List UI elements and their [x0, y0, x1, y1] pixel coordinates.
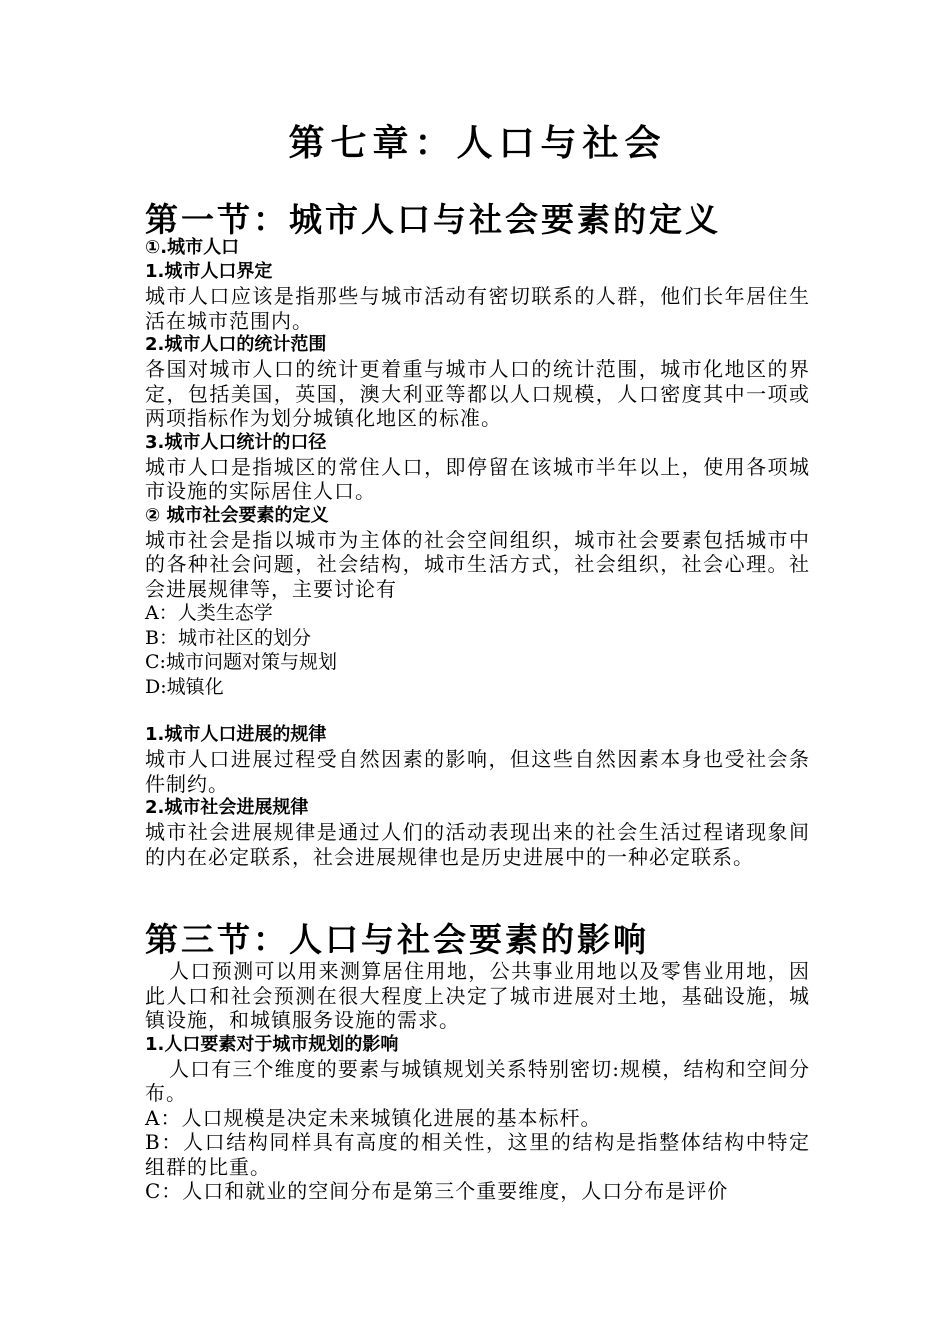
heading-statistical-scope: 2.城市人口的统计范围	[145, 334, 327, 355]
section-1-body	[145, 236, 810, 869]
paragraph-statistical-scope: 各国对城市人口的统计更着重与城市人口的统计范围，城市化地区的界定，包括美国，英国，澳大利亚等都以人口规模，人口密度其中一项或两项指标作为划分城镇化地区的标准。	[145, 357, 810, 430]
heading-statistical-caliber: 3.城市人口统计的口径	[145, 431, 327, 453]
heading-population-definition: 1.城市人口界定	[145, 261, 273, 282]
chapter-title: 第七章：人口与社会	[288, 122, 667, 164]
section-title-1: 第一节：城市人口与社会要素的定义	[145, 200, 721, 239]
section-3-body	[145, 959, 810, 1204]
paragraph-social-elements: 城市社会是指以城市为主体的社会空间组织，城市社会要素包括城市中的各种社会问题，社会结构，城市生活方式，社会组织，社会心理。社会进展规律等，主要讨论有	[145, 527, 810, 601]
subsection-heading-social-elements: ② 城市社会要素的定义	[145, 504, 329, 526]
list-item: D:城镇化	[145, 675, 224, 698]
section-title-3: 第三节：人口与社会要素的影响	[145, 920, 649, 959]
subsection-heading-population: ①.城市人口	[145, 237, 240, 258]
paragraph-spatial-distribution: C：人口和就业的空间分布是第三个重要维度，人口分布是评价	[145, 1179, 729, 1203]
paragraph-population-scale: A：人口规模是决定未来城镇化进展的基本标杆。	[145, 1105, 602, 1130]
paragraph-population-forecast: 人口预测可以用来测算居住用地，公共事业用地以及零售业用地，因此人口和社会预测在很大程度上决定了城市进展对土地，基础设施，城镇设施，和城镇服务设施的需求。	[145, 959, 810, 1032]
heading-social-law: 2.城市社会进展规律	[145, 797, 309, 818]
paragraph-three-dimensions: 人口有三个维度的要素与城镇规划关系特别密切:规模，结构和空间分布。	[145, 1056, 810, 1105]
paragraph-population-law: 城市人口进展过程受自然因素的影响，但这些自然因素本身也受社会条件制约。	[145, 747, 810, 796]
list-item: A：人类生态学	[145, 602, 273, 624]
paragraph-population-definition: 城市人口应该是指那些与城市活动有密切联系的人群，他们长年居住生活在城市范围内。	[145, 284, 810, 333]
blank-line	[145, 699, 810, 723]
list-item: C:城市问题对策与规划	[145, 651, 337, 673]
paragraph-population-structure: B：人口结构同样具有高度的相关性，这里的结构是指整体结构中特定组群的比重。	[145, 1130, 810, 1179]
heading-population-impact: 1.人口要素对于城市规划的影响	[145, 1033, 399, 1055]
paragraph-statistical-caliber: 城市人口是指城区的常住人口，即停留在该城市半年以上，使用各项城市设施的实际居住人口。	[145, 454, 810, 503]
paragraph-social-law: 城市社会进展规律是通过人们的活动表现出来的社会生活过程诸现象间的内在必定联系，社会进展规律也是历史进展中的一种必定联系。	[145, 820, 810, 869]
list-item: B：城市社区的划分	[145, 626, 311, 649]
heading-population-law: 1.城市人口进展的规律	[145, 724, 327, 745]
